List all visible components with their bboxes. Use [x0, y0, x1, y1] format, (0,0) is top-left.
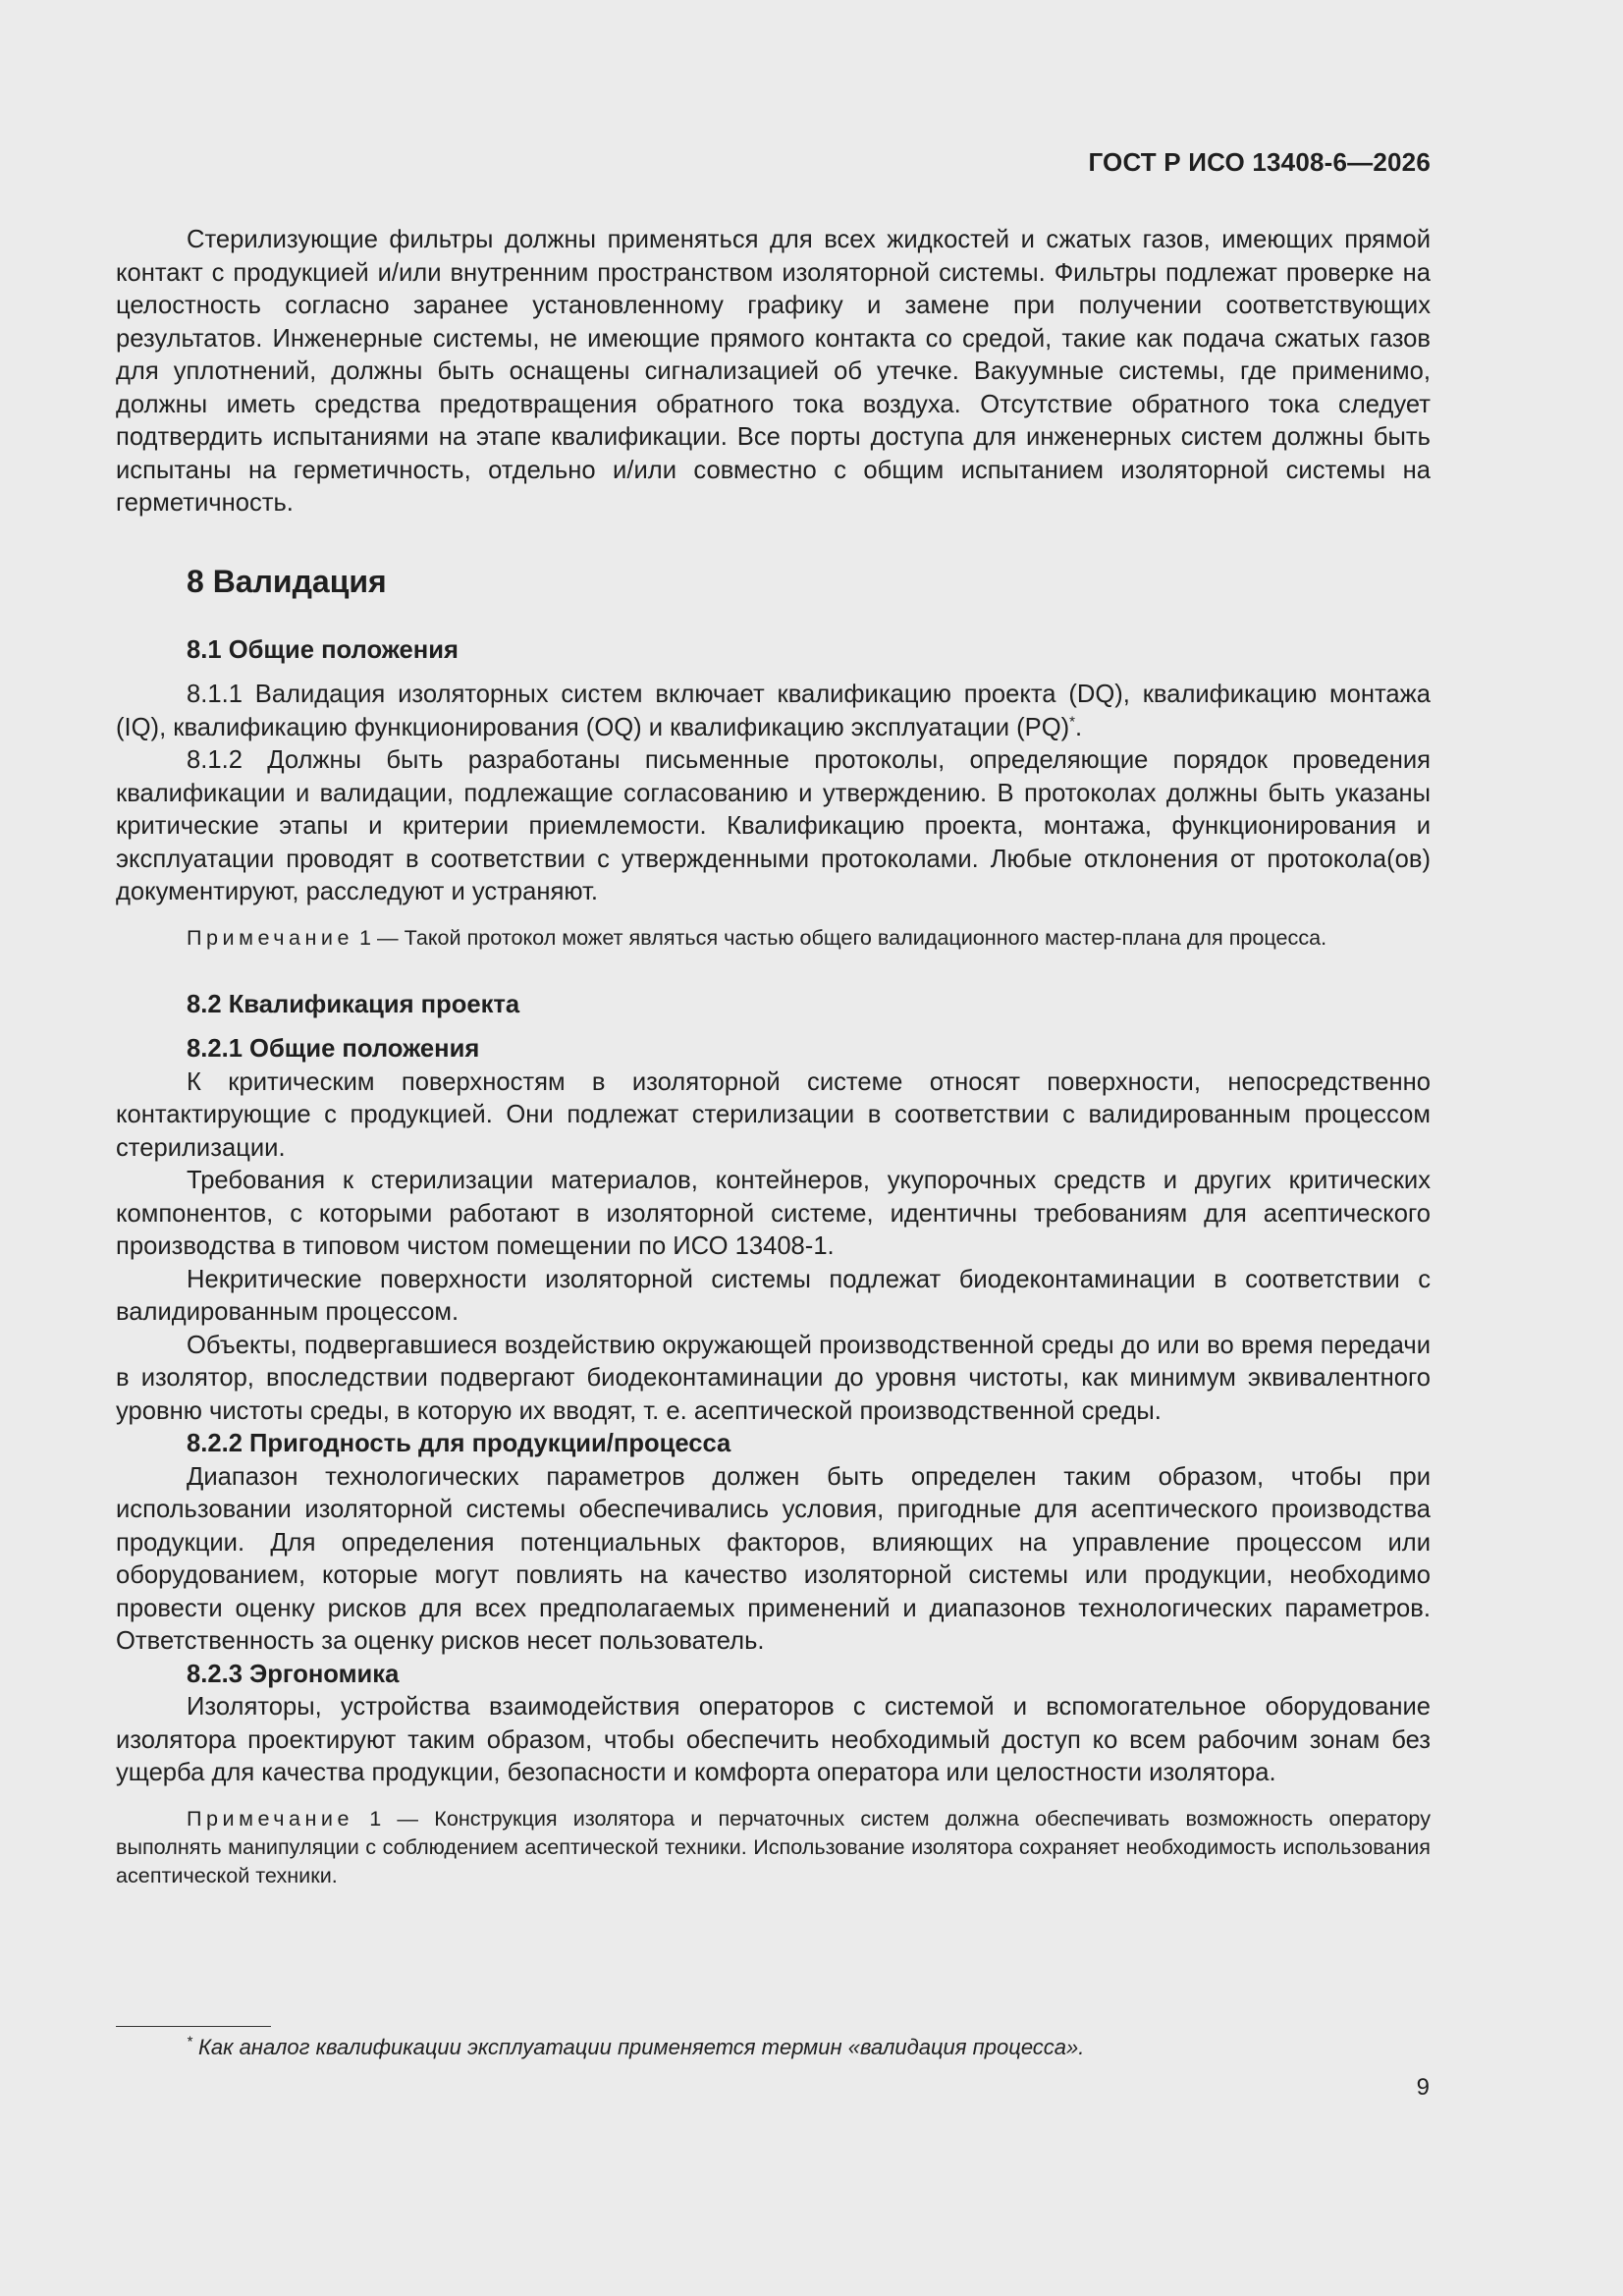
footnote-mark: *	[187, 2033, 192, 2050]
section-8-2-3-title: 8.2.3 Эргономика	[187, 1660, 400, 1688]
intro-paragraph: Стерилизующие фильтры должны применяться для всех жидкостей и сжатых газов, имеющих прямой контакт с продукцией и/или внутренним пространством изоляторной системы. Фильтры подлежат проверке на целостность согласно заранее установленному графику и замене при получении соответствующих результатов. Инженерные системы, не имеющие прямого контакта со средой, такие как подача сжатых газов для уплотнений, должны быть оснащены сигнализацией об утечке. Вакуумные системы, где применимо, должны иметь средства предотвращения обратного тока воздуха. Отсутствие обратного тока следует подтвердить испытаниями на этапе квалификации. Все порты доступа для инженерных систем должны быть испытаны на герметичность, отдельно и/или совместно с общим испытанием изоляторной системы на герметичность.	[116, 226, 1431, 517]
footnote-text: Как аналог квалификации эксплуатации применяется термин «валидация процесса».	[191, 2035, 1085, 2059]
standard-header: ГОСТ Р ИСО 13408-6—2026	[1088, 147, 1431, 177]
section-8-2-title: 8.2 Квалификация проекта	[187, 990, 520, 1018]
note-8-2-3	[116, 1804, 1431, 1889]
footnote-divider	[116, 2026, 271, 2027]
paragraph-8-2-1-c: Некритические поверхности изоляторной системы подлежат биодеконтаминации в соответствии с валидированным процессом.	[116, 1265, 1431, 1326]
paragraph-8-1-1-end: .	[1074, 713, 1083, 741]
paragraph-8-1-2: 8.1.2 Должны быть разработаны письменные протоколы, определяющие порядок проведения квалификации и валидации, подлежащие согласованию и утверждению. В протоколах должны быть указаны критические этапы и критерии приемлемости. Квалификацию проекта, монтажа, функционирования и эксплуатации проводят в соответствии с утвержденными протоколами. Любые отклонения от протокола(ов) документируют, расследуют и устраняют.	[116, 746, 1431, 905]
paragraph-8-2-1-a: К критическим поверхностям в изоляторной системе относят поверхности, непосредственно контактирующие с продукцией. Они подлежат стерилизации в соответствии с валидированным процессом стерилизации.	[116, 1067, 1431, 1162]
section-8-title: 8 Валидация	[187, 563, 387, 599]
section-8-2-1-title: 8.2.1 Общие положения	[187, 1035, 480, 1063]
footnote	[187, 2033, 1084, 2062]
page-content	[116, 224, 1431, 1889]
paragraph-8-2-3: Изоляторы, устройства взаимодействия операторов с системой и вспомогательное оборудование изолятора проектируют таким образом, чтобы обеспечить необходимый доступ ко всем рабочим зонам без ущерба для качества продукции, безопасности и комфорта оператора или целостности изолятора.	[116, 1693, 1431, 1786]
paragraph-8-1-1	[116, 679, 1431, 744]
section-8-1-title: 8.1 Общие положения	[187, 635, 459, 664]
paragraph-8-2-1-d: Объекты, подвергавшиеся воздействию окружающей производственной среды до или во время передачи в изолятор, впоследствии подвергают биодеконтаминации до уровня чистоты, как минимум эквивалентного уровню чистоты среды, в которую их вводят, т. е. асептической производственной среды.	[116, 1331, 1431, 1425]
page-number: 9	[1416, 2074, 1430, 2101]
note-text: 1 — Такой протокол может являться частью общего валидационного мастер-плана для процесса.	[353, 924, 1327, 950]
footnote-ref-mark: *	[1069, 712, 1075, 730]
section-8-2-2-title: 8.2.2 Пригодность для продукции/процесса	[187, 1430, 731, 1457]
paragraph-8-2-2: Диапазон технологических параметров должен быть определен таким образом, чтобы при использовании изоляторной системы обеспечивались условия, пригодные для асептического производства продукции. Для определения потенциальных факторов, влияющих на управление процессом или оборудованием, которые могут повлиять на качество изоляторной системы или продукции, необходимо провести оценку рисков для всех предполагаемых применений и диапазонов технологических параметров. Ответственность за оценку рисков несет пользователь.	[116, 1462, 1431, 1655]
note-text: 1 — Конструкция изолятора и перчаточных систем должна обеспечивать возможность оператору выполнять манипуляции с соблюдением асептической техники. Использование изолятора сохраняет необходимость использования асептической техники.	[116, 1805, 1431, 1887]
paragraph-8-2-1-b: Требования к стерилизации материалов, контейнеров, укупорочных средств и других критических компонентов, с которыми работают в изоляторной системе, идентичны требованиям для асептического производства в типовом чистом помещении по ИСО 13408-1.	[116, 1167, 1431, 1260]
note-8-1	[116, 923, 1431, 952]
note-label: Примечание	[187, 1805, 353, 1831]
paragraph-8-1-1-text: 8.1.1 Валидация изоляторных систем включает квалификацию проекта (DQ), квалификацию монтажа (IQ), квалификацию функционирования (OQ) и квалификацию эксплуатации (PQ)	[116, 681, 1431, 741]
note-label: Примечание	[187, 924, 353, 950]
